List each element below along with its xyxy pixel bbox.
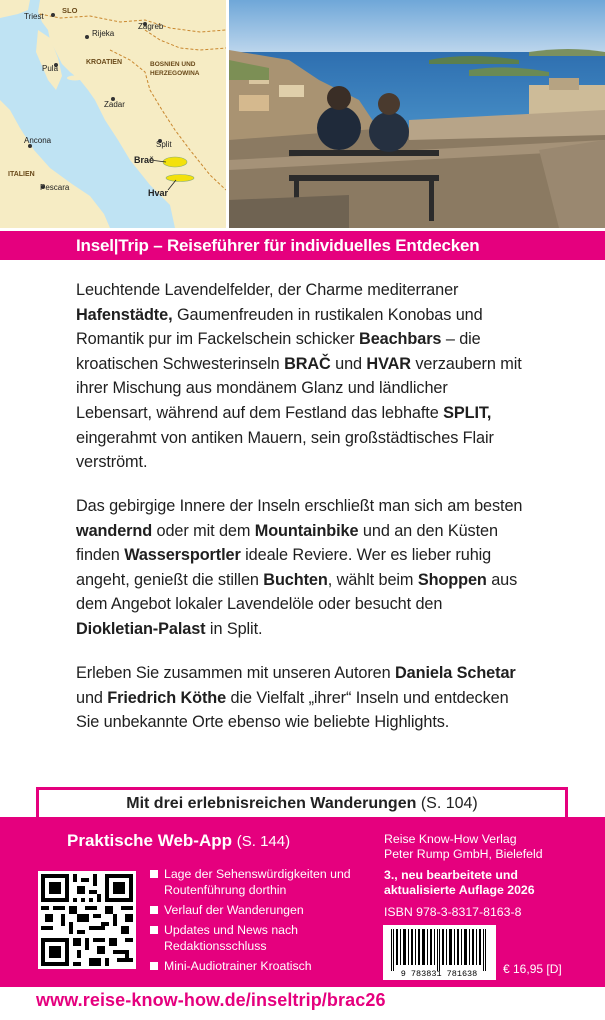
map-label-rijeka: Rijeka — [92, 29, 115, 38]
publisher-info — [384, 832, 594, 862]
publisher-name: Reise Know-How Verlag — [384, 832, 517, 846]
map-label-slo: SLO — [62, 6, 78, 15]
map-label-ancona: Ancona — [24, 136, 52, 145]
map-label-bosnien: BOSNIEN UND — [150, 61, 196, 68]
feature-item: Lage der Sehenswürdigkeiten und Routenführung dorthin — [150, 866, 365, 898]
series-banner: Insel|Trip – Reiseführer für individuelles Entdecken — [0, 231, 605, 260]
map-label-brac: Brač — [134, 155, 155, 165]
map-label-herzegowina: HERZEGOWINA — [150, 70, 200, 77]
webapp-title: Praktische Web-App — [67, 831, 233, 850]
barcode — [383, 925, 496, 980]
map-label-triest: Triest — [24, 12, 44, 21]
webapp-feature-list — [150, 866, 365, 978]
edition-line-2: aktualisierte Auflage 2026 — [384, 883, 535, 897]
edition-line-1: 3., neu bearbeitete und — [384, 868, 518, 882]
edition-info — [384, 868, 594, 898]
map-label-italien: ITALIEN — [8, 171, 35, 178]
qr-code[interactable] — [38, 871, 136, 969]
map-label-pescara: Pescara — [40, 183, 70, 192]
feature-item: Mini-Audiotrainer Kroatisch — [150, 958, 365, 974]
hike-text: Mit drei erlebnisreichen Wanderungen — [126, 795, 417, 812]
intro-paragraph-2: Das gebirgige Innere der Inseln erschließt man sich am besten wandernd oder mit dem Mountainbike und an den Küsten finden Wassersportler ideale Reviere. Wer es lieber ruhig angeht, genießt die stillen Buchten, wählt beim Shoppen aus dem Angebot lokaler Lavendelöle oder besucht den Diokletian-Palast in Split. — [76, 497, 523, 638]
map-label-zagreb: Zagreb — [138, 22, 164, 31]
hike-page: (S. 104) — [420, 795, 478, 812]
isbn: ISBN 978-3-8317-8163-8 — [384, 905, 522, 919]
map-label-split: Split — [156, 140, 172, 149]
webapp-page: (S. 144) — [236, 833, 291, 850]
hike-callout — [36, 787, 568, 817]
intro-paragraph-1: Leuchtende Lavendelfelder, der Charme mediterraner Hafenstädte, Gaumenfreuden in rustikalen Konobas und Romantik pur im Fackelschein schicker Beachbars – die kroatischen Schwesterinseln BRAČ und HVAR verzaubern mit ihrer Mischung aus mondänem Glanz und ländlicher Lebensart, während auf dem Festland das lebhafte SPLIT, eingerahmt von antiken Mauern, sein großstädtisches Flair verströmt. — [76, 281, 522, 472]
cover-images — [0, 0, 605, 228]
website-link[interactable]: www.reise-know-how.de/inseltrip/brac26 — [36, 990, 386, 1010]
region-map — [0, 0, 226, 228]
barcode-digits: 9 783831 781638 — [400, 969, 478, 979]
map-label-kroatien: KROATIEN — [86, 59, 123, 66]
price: € 16,95 [D] — [503, 962, 562, 976]
intro-paragraph-3: Erleben Sie zusammen mit unseren Autoren Daniela Schetar und Friedrich Köthe die Vielfalt „ihrer“ Inseln und entdecken Sie unbekannte Orte ebenso wie beliebte Highlights. — [76, 664, 516, 732]
hvar-photo — [229, 0, 605, 228]
publisher-company: Peter Rump GmbH, Bielefeld — [384, 847, 543, 861]
map-label-pula: Pula — [42, 64, 59, 73]
map-label-hvar: Hvar — [148, 188, 169, 198]
webapp-heading — [67, 831, 290, 851]
feature-item: Updates und News nach Redaktionsschluss — [150, 922, 365, 954]
feature-item: Verlauf der Wanderungen — [150, 902, 365, 918]
map-label-zadar: Zadar — [104, 100, 125, 109]
